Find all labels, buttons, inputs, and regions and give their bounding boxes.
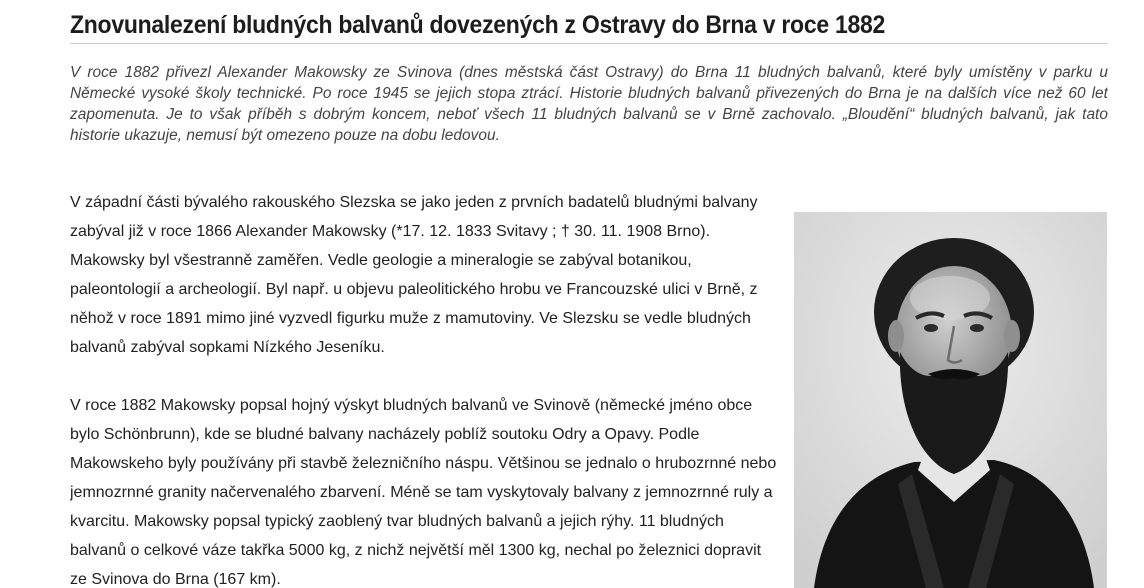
portrait-photo-icon	[794, 212, 1107, 588]
body-paragraph-1: V západní části bývalého rakouského Slezska se jako jeden z prvních badatelů bludnými balvany zabýval již v roce 1866 Alexander Makowsky (*17. 12. 1833 Svitavy ; † 30. 11. 1908 Brno). Makowsky byl všestranně zaměřen. Vedle geologie a mineralogie se zabýval botanikou, paleontologií a archeologií. Byl např. u objevu paleolitického hrobu ve Francouzské ulici v Brně, z něhož v roce 1891 mimo jiné vyzvedl figurku muže z mamutoviny. Ve Slezsku se vedle bludných balvanů zabýval sopkami Nízkého Jeseníku.	[70, 194, 758, 356]
article-body	[70, 188, 782, 588]
article-lead: V roce 1882 přivezl Alexander Makowsky ze Svinova (dnes městská část Ostravy) do Brna 11 bludných balvanů, které byly umístěny v parku u Německé vysoké školy technické. Po roce 1945 se jejich stopa ztrácí. Historie bludných balvanů přivezených do Brna je na dalších více než 60 let zapomenuta. Je to však příběh s dobrým koncem, neboť všech 11 bludných balvanů se v Brně zachovalo. „Bloudění“ bludných balvanů, jak tato historie ukazuje, nemusí být omezeno pouze na dobu ledovou.	[70, 64, 1108, 144]
portrait-photo	[794, 212, 1107, 588]
article	[70, 0, 1108, 588]
title-divider	[70, 43, 1108, 44]
article-title: Znovunalezení bludných balvanů dovezených z Ostravy do Brna v roce 1882	[70, 11, 886, 39]
body-paragraph-2: V roce 1882 Makowsky popsal hojný výskyt bludných balvanů ve Svinově (německé jméno obce bylo Schönbrunn), kde se bludné balvany nacházely poblíž soutoku Odry a Opavy. Podle Makowskeho byly používány při stavbě železničního náspu. Většinou se jednalo o hrubozrnné nebo jemnozrnné granity načervenalého zbarvení. Méně se tam vyskytovaly balvany z jemnozrnné ruly a kvarcitu. Makowsky popsal typický zaoblený tvar bludných balvanů a jejich rýhy. 11 bludných balvanů o celkové váze takřka 5000 kg, z nichž největší měl 1300 kg, nechal po železnici dopravit ze Svinova do Brna (167 km).	[70, 397, 777, 588]
